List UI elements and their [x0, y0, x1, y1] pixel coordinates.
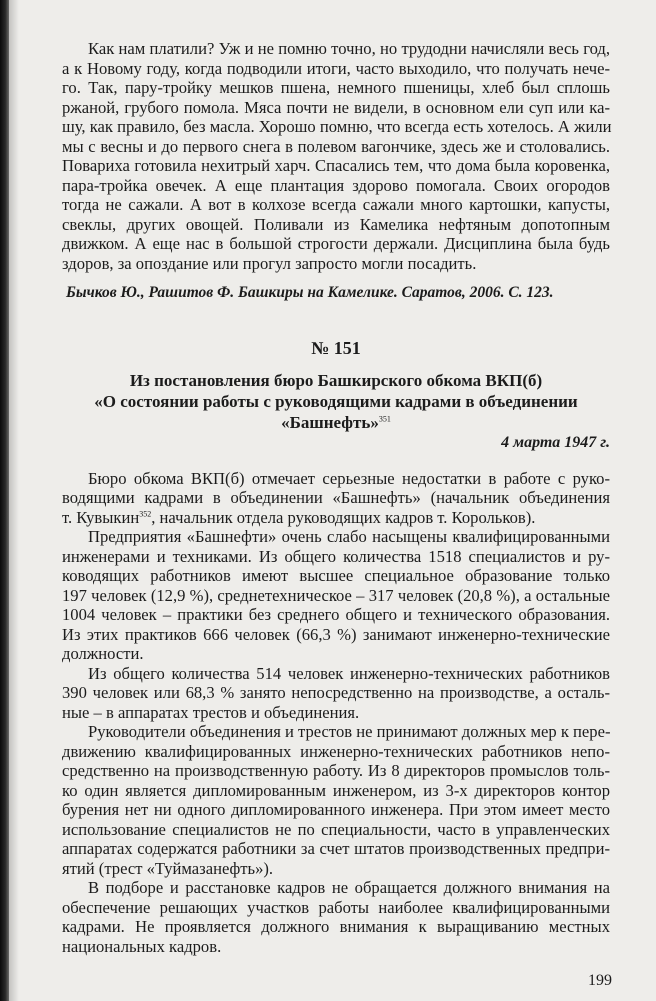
title-line: «О состоянии работы с руководящими кадрами в объединении	[94, 392, 578, 411]
footnote-ref: 351	[378, 414, 391, 424]
intro-paragraph	[62, 39, 610, 273]
body-line: обеспечение решающих участков работы наиболее квалифицированными	[62, 897, 610, 917]
body-line: бурения нет ни одного дипломированного инженера. При этом имеет место	[62, 800, 610, 819]
document-body	[62, 469, 610, 957]
body-line: В подборе и расстановке кадров не обращается должного внимания на	[88, 878, 610, 897]
body-line: инженерами и техниками. Из общего количества 1518 специалистов и ру-	[62, 546, 610, 566]
intro-line: ржаной, грубого помола. Мяса почти не видели, в основном ели суп или ка-	[62, 97, 610, 117]
body-line: должности.	[62, 644, 144, 663]
body-line: ководящих работников имеют высшее специальное образование только	[62, 566, 610, 585]
body-line: ятий (трест «Туймазанефть»).	[62, 858, 274, 878]
document-date: 4 марта 1947 г.	[501, 434, 610, 451]
body-line: аппаратах содержатся работники за счет штатов производственных предпри-	[62, 839, 610, 858]
body-paragraph	[62, 878, 610, 956]
body-line: использование специалистов не по специальности, часто в управленческих	[62, 819, 610, 839]
intro-line: го. Так, пару-тройку мешков пшена, немного пшеницы, хлеб был сплошь	[62, 78, 610, 97]
footnote-ref: 352	[139, 508, 152, 518]
source-citation: Бычков Ю., Рашитов Ф. Башкиры на Камелике. Саратов, 2006. С. 123.	[66, 284, 554, 301]
body-line: 390 человек или 68,3 % занято непосредственно на производстве, а осталь-	[62, 683, 610, 702]
body-text: т. Кувыкин	[62, 507, 140, 527]
body-line: Из общего количества 514 человек инженерно-технических работников	[88, 663, 610, 683]
book-spine	[0, 0, 9, 1001]
body-text: , начальник отдела руководящих кадров т. Корольков).	[151, 507, 536, 527]
body-line: 197 человек (12,9 %), среднетехническое – 317 человек (20,8 %), а остальные	[62, 585, 610, 605]
intro-line: здоров, за опоздание или прогул запросто могли посадить.	[62, 253, 477, 273]
intro-line: тогда не сажали. А вот в колхозе всегда сажали много картошки, капусты,	[62, 195, 610, 214]
document-number: № 151	[311, 337, 361, 358]
body-line: Бюро обкома ВКП(б) отмечает серьезные недостатки в работе с руко-	[88, 468, 610, 488]
body-line: национальных кадров.	[62, 936, 222, 956]
body-line: движению квалифицированных инженерно-технических работников непо-	[62, 741, 610, 761]
body-line: ко один является дипломированным инженером, из 3-х директоров контор	[62, 780, 610, 800]
intro-line: пара-тройка овечек. А еще плантация здорово помогала. Своих огородов	[62, 175, 610, 195]
title-line: Из постановления бюро Башкирского обкома ВКП(б)	[129, 371, 543, 390]
body-line: кадрами. Не проявляется должного внимания к выращиванию местных	[62, 917, 610, 936]
page-content	[62, 39, 610, 956]
intro-line: Повариха готовила нехитрый харч. Спасались тем, что дома была коровенка,	[62, 156, 610, 175]
intro-line: Как нам платили? Уж и не помню точно, но трудодни начисляли весь год,	[88, 39, 610, 58]
body-line: Предприятия «Башнефти» очень слабо насыщены квалифицированными	[88, 527, 610, 546]
body-paragraph	[62, 722, 610, 878]
intro-line: а к Новому году, когда подводили итоги, часто выходило, что получать нече-	[62, 58, 610, 78]
body-paragraph	[62, 527, 610, 664]
intro-line: движком. А еще нас в большой строгости держали. Дисциплина была будь	[62, 234, 610, 253]
title-line	[62, 412, 610, 433]
intro-line: свеклы, других овощей. Поливали из Камелика нефтяным допотопным	[62, 214, 610, 234]
body-line: Из этих практиков 666 человек (66,3 %) занимают инженерно-технические	[62, 624, 610, 644]
body-line: ные – в аппаратах трестов и объединения.	[62, 702, 360, 722]
body-paragraph	[62, 664, 610, 723]
body-line: средственно на производственную работу. Из 8 директоров промыслов толь-	[62, 761, 610, 780]
title-last: «Башнефть»	[281, 413, 379, 432]
intro-line: мы с весны и до первого снега в полевом вагончике, здесь же и столовались.	[62, 136, 610, 156]
body-paragraph	[62, 469, 610, 528]
intro-line: шу, как правило, без масла. Хорошо помню, что всегда есть хотелось. А жили	[62, 117, 612, 136]
spine-shadow	[9, 0, 19, 1001]
page-number: 199	[588, 972, 612, 989]
body-line: Руководители объединения и трестов не принимают должных мер к пере-	[88, 722, 611, 741]
body-line	[62, 508, 610, 528]
body-line: водящими кадрами в объединении «Башнефть» (начальник объединения	[62, 488, 610, 507]
body-line: 1004 человек – практики без среднего общего и технического образования.	[62, 605, 610, 624]
document-title	[62, 370, 610, 433]
